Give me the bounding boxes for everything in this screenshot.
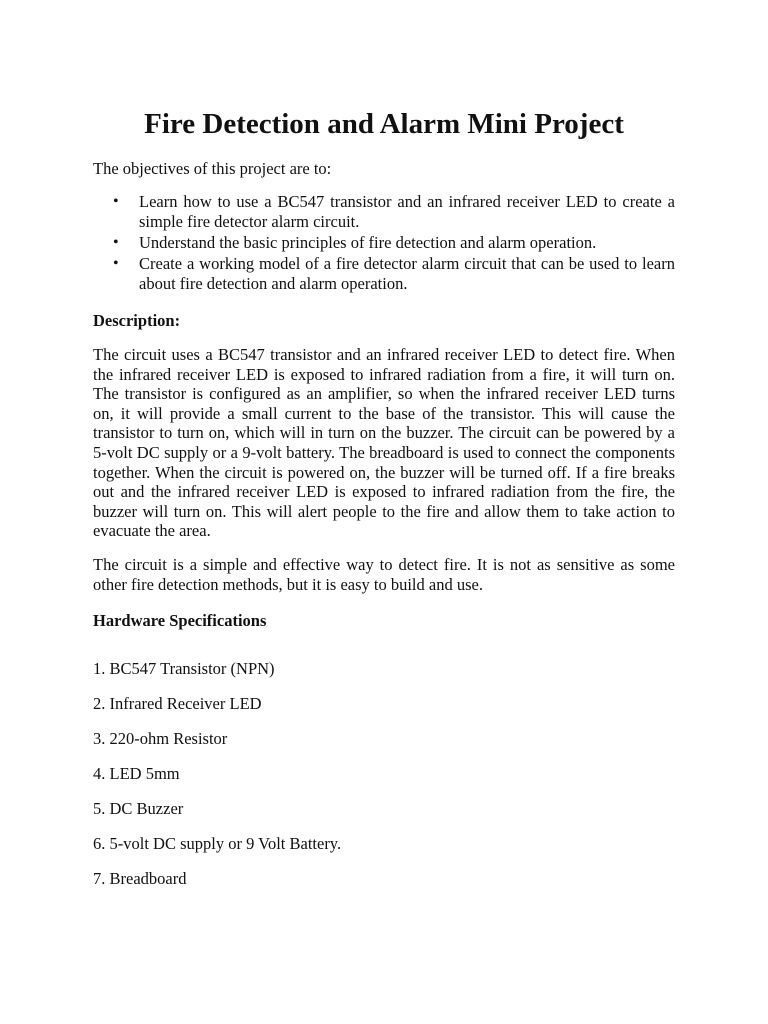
description-heading: Description:	[93, 311, 181, 330]
objectives-list	[93, 192, 675, 294]
list-item	[93, 192, 675, 232]
hardware-list	[93, 659, 675, 889]
list-item: 7. Breadboard	[93, 869, 187, 889]
description-paragraph: The circuit uses a BC547 transistor and an infrared receiver LED to detect fire. When the infrared receiver LED is exposed to infrared radiation from a fire, it will turn on. The transistor is configured as an amplifier, so when the infrared receiver LED turns on, it will provide a small current to the base of the transistor. This will cause the transistor to turn on, which will in turn on the buzzer. The circuit can be powered by a 5-volt DC supply or a 9-volt battery. The breadboard is used to connect the components together. When the circuit is powered on, the buzzer will be turned off. If a fire breaks out and the infrared receiver LED is exposed to infrared radiation from the fire, the buzzer will turn on. This will alert people to the fire and allow them to take action to evacuate the area.	[93, 345, 675, 541]
list-item: 6. 5-volt DC supply or 9 Volt Battery.	[93, 834, 342, 854]
hardware-heading: Hardware Specifications	[93, 611, 267, 631]
bullet-icon: •	[113, 255, 119, 272]
list-item: 3. 220-ohm Resistor	[93, 729, 228, 749]
bullet-icon: •	[113, 234, 119, 251]
list-item	[93, 233, 675, 253]
list-item: 5. DC Buzzer	[93, 799, 184, 819]
objective-text: Understand the basic principles of fire detection and alarm operation.	[139, 233, 597, 252]
objective-text: Create a working model of a fire detector alarm circuit that can be used to learn about fire detection and alarm operation.	[139, 254, 675, 293]
page-title: Fire Detection and Alarm Mini Project	[144, 108, 624, 140]
list-item	[93, 254, 675, 294]
list-item: 2. Infrared Receiver LED	[93, 694, 262, 714]
objectives-intro: The objectives of this project are to:	[93, 159, 332, 178]
bullet-icon: •	[113, 193, 119, 210]
objective-text: Learn how to use a BC547 transistor and an infrared receiver LED to create a simple fire detector alarm circuit.	[139, 192, 675, 231]
description-paragraph: The circuit is a simple and effective way to detect fire. It is not as sensitive as some other fire detection methods, but it is easy to build and use.	[93, 554, 675, 594]
list-item: 1. BC547 Transistor (NPN)	[93, 659, 275, 679]
list-item: 4. LED 5mm	[93, 764, 180, 784]
